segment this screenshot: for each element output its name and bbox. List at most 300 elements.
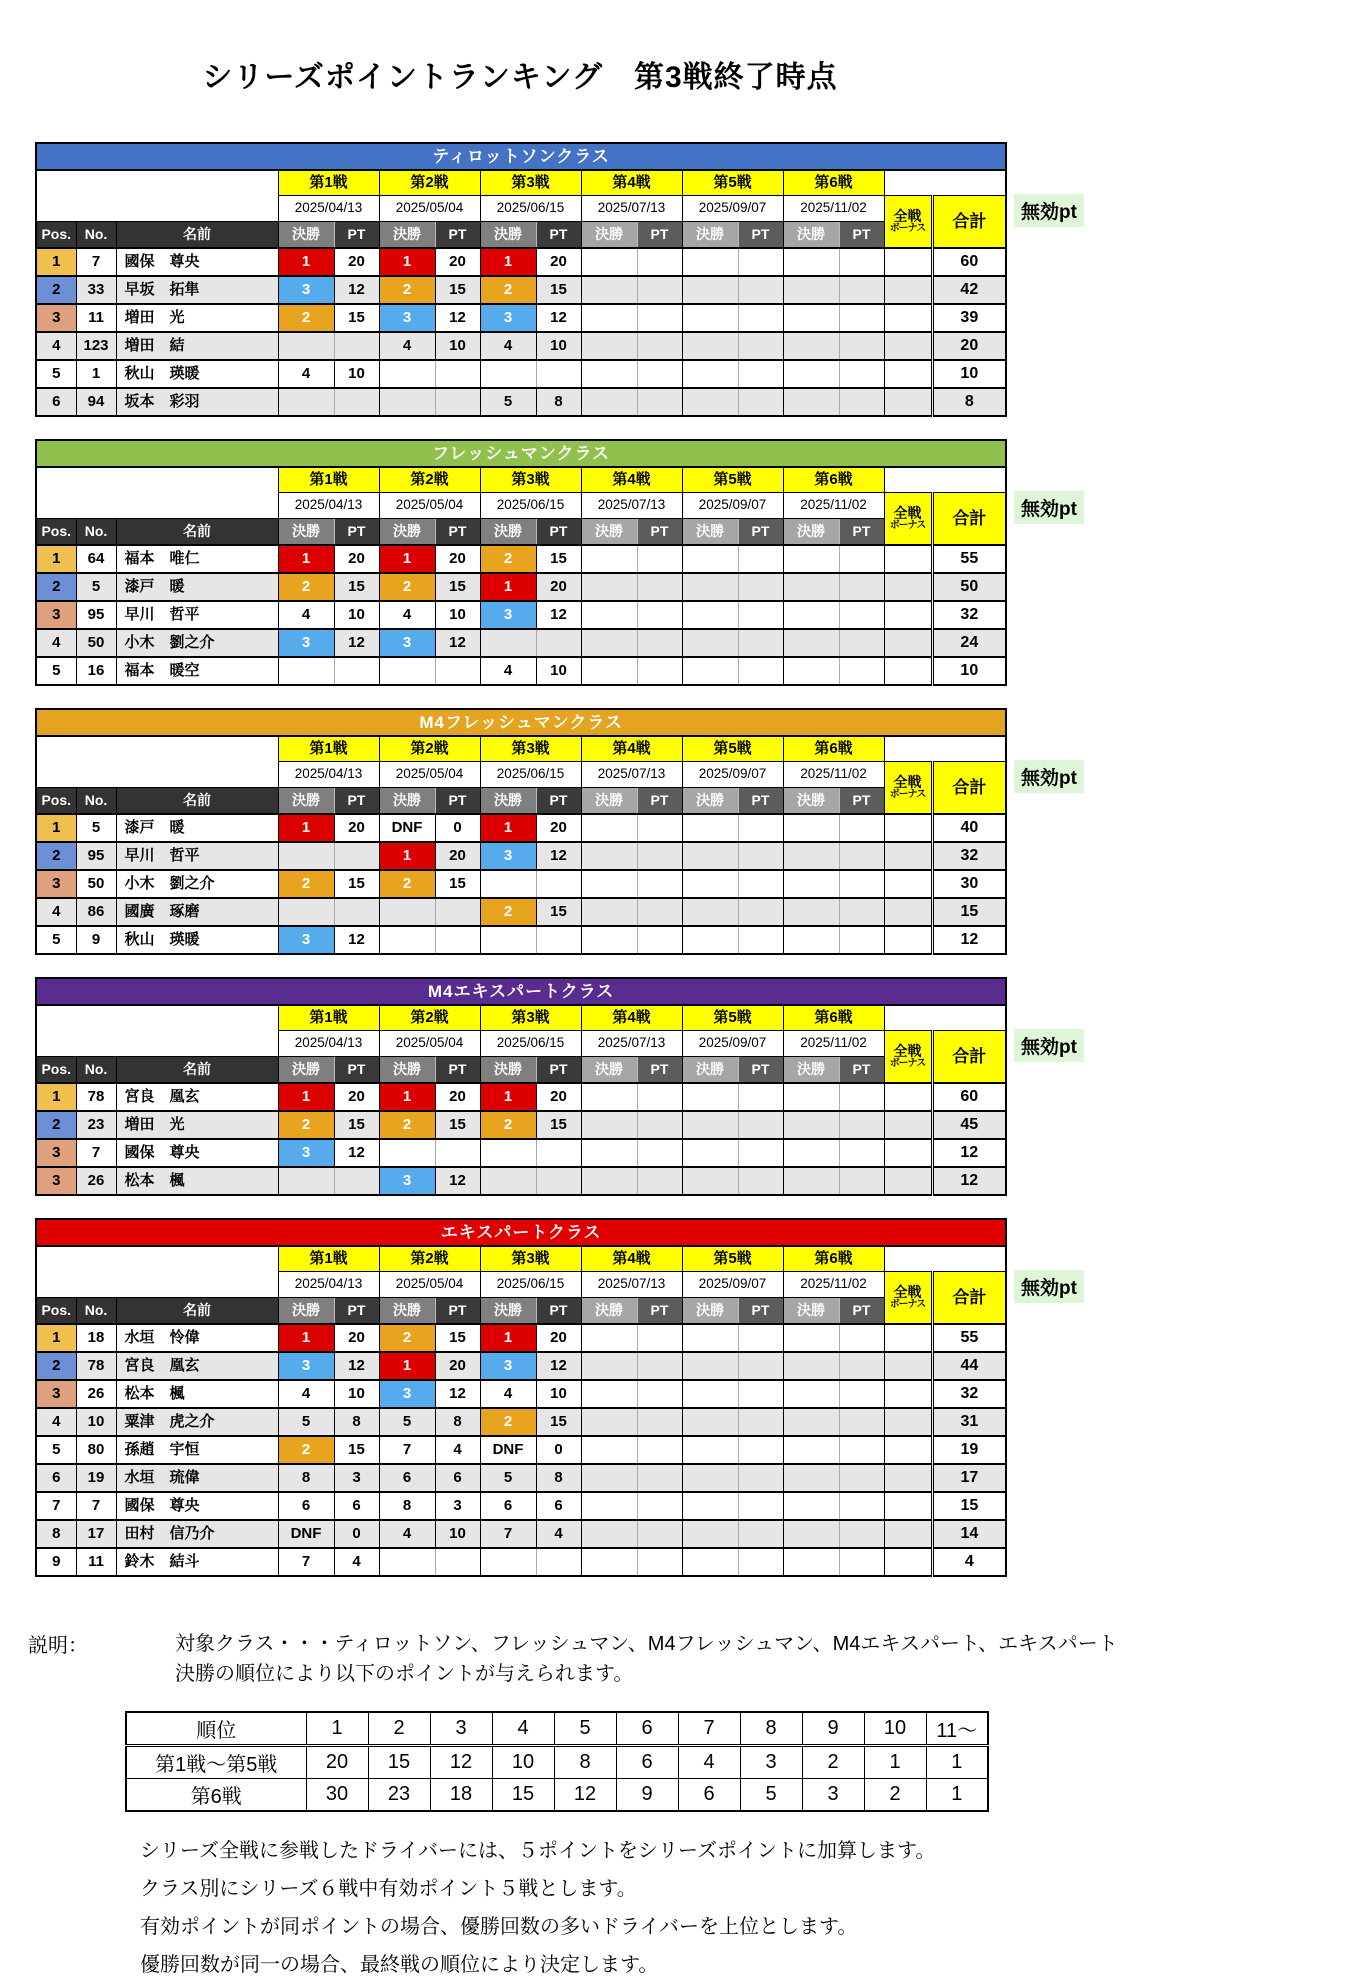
final-cell xyxy=(783,248,839,276)
final-cell xyxy=(581,1380,637,1408)
driver-row xyxy=(36,657,1006,685)
final-cell xyxy=(480,926,536,954)
pt-cell xyxy=(738,1380,783,1408)
points-value-cell: 15 xyxy=(368,1746,430,1779)
bonus-header-line1: 全戦 xyxy=(893,504,922,521)
pt-header: PT xyxy=(334,1057,379,1084)
no-cell: 50 xyxy=(76,629,116,657)
name-cell: 早川 哲平 xyxy=(116,601,278,629)
class-header: エキスパートクラス xyxy=(36,1219,1006,1246)
final-header: 決勝 xyxy=(581,1298,637,1325)
pt-cell: 12 xyxy=(536,304,581,332)
pt-cell xyxy=(738,1352,783,1380)
final-cell: 2 xyxy=(379,870,435,898)
driver-row xyxy=(36,1111,1006,1139)
pt-cell: 15 xyxy=(334,1111,379,1139)
final-cell xyxy=(783,360,839,388)
driver-row xyxy=(36,248,1006,276)
round-date: 2025/04/13 xyxy=(278,1031,379,1057)
class-table-freshman xyxy=(35,439,1135,686)
points-value-cell: 3 xyxy=(802,1779,864,1812)
points-value-cell: 6 xyxy=(678,1779,740,1812)
total-cell: 24 xyxy=(932,629,1006,657)
pt-cell: 10 xyxy=(536,1380,581,1408)
pt-cell: 15 xyxy=(536,545,581,573)
round-date: 2025/04/13 xyxy=(278,196,379,222)
pt-cell: 10 xyxy=(536,657,581,685)
final-cell: 3 xyxy=(278,1352,334,1380)
total-header: 合計 xyxy=(932,196,1006,249)
driver-row xyxy=(36,926,1006,954)
final-cell: 2 xyxy=(480,545,536,573)
pt-cell xyxy=(839,1436,884,1464)
pt-cell xyxy=(536,1167,581,1195)
round-header: 第4戦 xyxy=(581,170,682,196)
invalid-pt-label: 無効pt xyxy=(1014,760,1084,793)
no-cell: 16 xyxy=(76,657,116,685)
no-cell: 123 xyxy=(76,332,116,360)
total-cell: 19 xyxy=(932,1436,1006,1464)
final-cell: 2 xyxy=(379,573,435,601)
pt-cell: 20 xyxy=(435,248,480,276)
final-cell: 3 xyxy=(278,276,334,304)
pt-cell xyxy=(839,388,884,416)
pt-cell xyxy=(839,601,884,629)
pt-header: PT xyxy=(435,519,480,546)
name-cell: 宮良 凰玄 xyxy=(116,1083,278,1111)
pt-cell: 20 xyxy=(334,545,379,573)
round-date: 2025/06/15 xyxy=(480,196,581,222)
final-header: 決勝 xyxy=(783,1057,839,1084)
name-cell: 小木 劉之介 xyxy=(116,629,278,657)
no-cell: 80 xyxy=(76,1436,116,1464)
round-date: 2025/11/02 xyxy=(783,1031,884,1057)
final-cell xyxy=(480,870,536,898)
pt-cell xyxy=(738,332,783,360)
final-cell xyxy=(783,1520,839,1548)
name-cell: 秋山 瑛暖 xyxy=(116,926,278,954)
no-cell: 26 xyxy=(76,1380,116,1408)
final-header: 決勝 xyxy=(682,788,738,815)
final-header: 決勝 xyxy=(480,1057,536,1084)
final-cell xyxy=(278,332,334,360)
name-cell: 國廣 琢磨 xyxy=(116,898,278,926)
points-position-cell: 5 xyxy=(554,1712,616,1746)
pos-header: Pos. xyxy=(36,1298,76,1325)
pt-cell: 15 xyxy=(536,1111,581,1139)
final-header: 決勝 xyxy=(783,1298,839,1325)
no-header: No. xyxy=(76,1298,116,1325)
pt-cell xyxy=(435,657,480,685)
pt-cell: 20 xyxy=(536,1083,581,1111)
final-cell xyxy=(682,601,738,629)
round-date: 2025/06/15 xyxy=(480,493,581,519)
bonus-cell xyxy=(884,1436,932,1464)
round-date: 2025/09/07 xyxy=(682,196,783,222)
pt-cell xyxy=(536,360,581,388)
notes-section xyxy=(140,1832,1358,1984)
pt-cell xyxy=(637,1548,682,1576)
round-header: 第2戦 xyxy=(379,1005,480,1031)
total-cell: 30 xyxy=(932,870,1006,898)
total-cell: 32 xyxy=(932,842,1006,870)
round-date: 2025/05/04 xyxy=(379,196,480,222)
final-cell: 4 xyxy=(480,657,536,685)
bonus-header xyxy=(884,1272,932,1325)
final-cell: 1 xyxy=(379,1352,435,1380)
pt-cell xyxy=(839,304,884,332)
round-header: 第4戦 xyxy=(581,1005,682,1031)
pt-cell: 20 xyxy=(435,842,480,870)
final-cell xyxy=(379,360,435,388)
final-cell xyxy=(581,842,637,870)
round-date: 2025/09/07 xyxy=(682,1272,783,1298)
pt-cell xyxy=(637,898,682,926)
name-cell: 増田 光 xyxy=(116,304,278,332)
class-header: ティロットソンクラス xyxy=(36,143,1006,170)
pt-cell: 12 xyxy=(334,1139,379,1167)
no-cell: 26 xyxy=(76,1167,116,1195)
bonus-cell xyxy=(884,629,932,657)
final-cell: 5 xyxy=(379,1408,435,1436)
pt-cell: 10 xyxy=(435,1520,480,1548)
pt-cell: 6 xyxy=(536,1492,581,1520)
pt-cell xyxy=(738,898,783,926)
pt-cell xyxy=(637,842,682,870)
final-cell xyxy=(783,870,839,898)
final-cell xyxy=(682,360,738,388)
pt-cell: 12 xyxy=(334,276,379,304)
final-cell: 6 xyxy=(480,1492,536,1520)
pt-cell xyxy=(536,629,581,657)
final-cell xyxy=(682,898,738,926)
driver-row xyxy=(36,1324,1006,1352)
pt-cell: 20 xyxy=(334,1324,379,1352)
round-header: 第6戦 xyxy=(783,1246,884,1272)
corner-blank-right xyxy=(884,1005,1006,1031)
round-header: 第1戦 xyxy=(278,467,379,493)
pt-header: PT xyxy=(637,1057,682,1084)
explanation-section xyxy=(28,1629,1358,1689)
total-header: 合計 xyxy=(932,1272,1006,1325)
pt-header: PT xyxy=(839,1057,884,1084)
round-header: 第3戦 xyxy=(480,170,581,196)
driver-row xyxy=(36,545,1006,573)
pt-cell xyxy=(637,1167,682,1195)
final-cell: 3 xyxy=(480,304,536,332)
final-header: 決勝 xyxy=(278,1298,334,1325)
name-cell: 水垣 琉偉 xyxy=(116,1464,278,1492)
final-cell xyxy=(379,1548,435,1576)
final-cell: 6 xyxy=(379,1464,435,1492)
round-date: 2025/07/13 xyxy=(581,762,682,788)
bonus-cell xyxy=(884,1111,932,1139)
round-header: 第5戦 xyxy=(682,467,783,493)
final-cell xyxy=(682,814,738,842)
pt-cell xyxy=(839,1464,884,1492)
round-date: 2025/05/04 xyxy=(379,1031,480,1057)
round-date: 2025/11/02 xyxy=(783,762,884,788)
no-cell: 64 xyxy=(76,545,116,573)
final-cell xyxy=(682,1548,738,1576)
final-cell xyxy=(682,842,738,870)
bonus-header-line1: 全戦 xyxy=(893,773,922,790)
round-date: 2025/11/02 xyxy=(783,196,884,222)
round-date: 2025/06/15 xyxy=(480,762,581,788)
driver-row xyxy=(36,1464,1006,1492)
points-value-cell: 8 xyxy=(554,1746,616,1779)
final-cell xyxy=(278,657,334,685)
round-date: 2025/04/13 xyxy=(278,1272,379,1298)
name-cell: 孫趙 宇恒 xyxy=(116,1436,278,1464)
class-table-m4-freshman xyxy=(35,708,1135,955)
points-position-cell: 6 xyxy=(616,1712,678,1746)
invalid-pt-label: 無効pt xyxy=(1014,491,1084,524)
pt-cell xyxy=(435,898,480,926)
pos-header: Pos. xyxy=(36,222,76,249)
points-value-cell: 9 xyxy=(616,1779,678,1812)
final-cell: 4 xyxy=(480,332,536,360)
final-cell: 1 xyxy=(379,842,435,870)
pt-cell xyxy=(637,276,682,304)
pos-cell: 3 xyxy=(36,601,76,629)
driver-row xyxy=(36,360,1006,388)
final-cell xyxy=(783,1139,839,1167)
pt-cell xyxy=(738,601,783,629)
pt-cell xyxy=(839,629,884,657)
pos-cell: 7 xyxy=(36,1492,76,1520)
final-cell xyxy=(379,657,435,685)
name-cell: 秋山 瑛暖 xyxy=(116,360,278,388)
pt-cell xyxy=(738,842,783,870)
name-cell: 早川 哲平 xyxy=(116,842,278,870)
points-row xyxy=(126,1746,988,1779)
pt-cell xyxy=(334,332,379,360)
no-cell: 78 xyxy=(76,1352,116,1380)
bonus-cell xyxy=(884,657,932,685)
total-cell: 10 xyxy=(932,360,1006,388)
final-cell xyxy=(480,1139,536,1167)
final-header: 決勝 xyxy=(379,788,435,815)
pt-cell xyxy=(334,657,379,685)
final-cell xyxy=(581,1436,637,1464)
pt-header: PT xyxy=(637,1298,682,1325)
pt-cell: 8 xyxy=(536,388,581,416)
invalid-pt-label: 無効pt xyxy=(1014,1029,1084,1062)
final-cell xyxy=(682,1380,738,1408)
driver-row xyxy=(36,1167,1006,1195)
class-header: M4エキスパートクラス xyxy=(36,978,1006,1005)
final-cell: 2 xyxy=(379,276,435,304)
bonus-cell xyxy=(884,814,932,842)
final-cell xyxy=(682,629,738,657)
no-cell: 86 xyxy=(76,898,116,926)
pt-cell xyxy=(536,926,581,954)
round-date: 2025/07/13 xyxy=(581,1272,682,1298)
final-header: 決勝 xyxy=(682,222,738,249)
points-value-cell: 6 xyxy=(616,1746,678,1779)
pt-cell: 6 xyxy=(334,1492,379,1520)
pt-cell xyxy=(435,1139,480,1167)
final-cell: 3 xyxy=(379,629,435,657)
pt-cell xyxy=(738,926,783,954)
pt-cell xyxy=(839,545,884,573)
round-date: 2025/04/13 xyxy=(278,762,379,788)
final-cell: 2 xyxy=(480,1408,536,1436)
final-cell xyxy=(682,248,738,276)
round-date: 2025/04/13 xyxy=(278,493,379,519)
final-cell xyxy=(783,898,839,926)
bonus-header xyxy=(884,1031,932,1084)
points-position-cell: 4 xyxy=(492,1712,554,1746)
final-cell xyxy=(682,304,738,332)
final-cell xyxy=(278,842,334,870)
final-cell: 2 xyxy=(278,870,334,898)
final-cell xyxy=(783,1548,839,1576)
final-header: 決勝 xyxy=(480,1298,536,1325)
bonus-cell xyxy=(884,870,932,898)
bonus-cell xyxy=(884,545,932,573)
final-header: 決勝 xyxy=(581,788,637,815)
pt-cell: 20 xyxy=(334,814,379,842)
pt-cell: 12 xyxy=(536,601,581,629)
pt-cell xyxy=(637,545,682,573)
final-cell: 1 xyxy=(379,1083,435,1111)
pt-cell: 15 xyxy=(435,1324,480,1352)
round-header: 第2戦 xyxy=(379,1246,480,1272)
pt-cell xyxy=(435,388,480,416)
bonus-header-line2: ボーナス xyxy=(889,222,926,234)
pt-cell xyxy=(637,360,682,388)
pt-cell xyxy=(536,1139,581,1167)
points-value-cell: 15 xyxy=(492,1779,554,1812)
pt-cell: 15 xyxy=(435,573,480,601)
pos-cell: 1 xyxy=(36,1083,76,1111)
pt-cell xyxy=(637,926,682,954)
final-cell xyxy=(682,1167,738,1195)
final-header: 決勝 xyxy=(581,222,637,249)
final-cell xyxy=(783,573,839,601)
pt-cell xyxy=(839,1408,884,1436)
pt-cell: 20 xyxy=(536,248,581,276)
pt-cell: 12 xyxy=(536,1352,581,1380)
pt-cell xyxy=(637,1408,682,1436)
corner-blank-right xyxy=(884,1246,1006,1272)
pt-cell xyxy=(839,1139,884,1167)
bonus-cell xyxy=(884,360,932,388)
total-cell: 60 xyxy=(932,248,1006,276)
final-header: 決勝 xyxy=(682,1057,738,1084)
pt-cell xyxy=(435,360,480,388)
pt-header: PT xyxy=(435,1057,480,1084)
total-cell: 10 xyxy=(932,657,1006,685)
bonus-cell xyxy=(884,1548,932,1576)
final-header: 決勝 xyxy=(379,1298,435,1325)
pt-cell: 4 xyxy=(334,1548,379,1576)
name-cell: 水垣 怜偉 xyxy=(116,1324,278,1352)
final-cell xyxy=(581,629,637,657)
pt-cell xyxy=(637,601,682,629)
final-cell: 6 xyxy=(278,1492,334,1520)
class-table-m4-expert xyxy=(35,977,1135,1196)
round-header: 第2戦 xyxy=(379,170,480,196)
final-cell xyxy=(581,1408,637,1436)
pt-cell xyxy=(738,1408,783,1436)
round-header: 第1戦 xyxy=(278,736,379,762)
pos-cell: 4 xyxy=(36,1408,76,1436)
pt-cell: 15 xyxy=(536,1408,581,1436)
round-header: 第3戦 xyxy=(480,1005,581,1031)
final-cell xyxy=(581,248,637,276)
name-header: 名前 xyxy=(116,222,278,249)
points-row xyxy=(126,1779,988,1812)
round-header: 第3戦 xyxy=(480,736,581,762)
points-value-cell: 12 xyxy=(554,1779,616,1812)
final-cell xyxy=(480,629,536,657)
final-cell xyxy=(783,842,839,870)
name-cell: 小木 劉之介 xyxy=(116,870,278,898)
no-header: No. xyxy=(76,788,116,815)
total-cell: 40 xyxy=(932,814,1006,842)
pt-cell xyxy=(738,870,783,898)
driver-row xyxy=(36,1380,1006,1408)
pt-header: PT xyxy=(536,519,581,546)
pt-cell: 15 xyxy=(334,1436,379,1464)
final-cell xyxy=(581,1464,637,1492)
pt-cell: 12 xyxy=(435,304,480,332)
corner-blank xyxy=(36,736,278,788)
pt-cell: 8 xyxy=(536,1464,581,1492)
pt-cell: 6 xyxy=(435,1464,480,1492)
pt-cell xyxy=(637,332,682,360)
final-cell xyxy=(783,1436,839,1464)
pos-cell: 2 xyxy=(36,842,76,870)
pt-cell xyxy=(738,1464,783,1492)
final-cell xyxy=(682,870,738,898)
bonus-header-line1: 全戦 xyxy=(893,1042,922,1059)
pt-cell xyxy=(637,388,682,416)
bonus-cell xyxy=(884,573,932,601)
final-cell: 8 xyxy=(278,1464,334,1492)
pt-cell: 12 xyxy=(435,629,480,657)
name-cell: 松本 楓 xyxy=(116,1380,278,1408)
total-cell: 45 xyxy=(932,1111,1006,1139)
corner-blank xyxy=(36,1005,278,1057)
final-cell xyxy=(682,1520,738,1548)
final-cell: 2 xyxy=(480,1111,536,1139)
total-cell: 12 xyxy=(932,1139,1006,1167)
note-line: 優勝回数が同一の場合、最終戦の順位により決定します。 xyxy=(140,1954,659,1976)
pt-cell xyxy=(839,870,884,898)
final-cell: 1 xyxy=(379,248,435,276)
pt-cell xyxy=(839,1548,884,1576)
pt-cell xyxy=(334,388,379,416)
final-cell xyxy=(682,1492,738,1520)
round-header: 第6戦 xyxy=(783,1005,884,1031)
pt-cell xyxy=(738,657,783,685)
pt-header: PT xyxy=(536,1057,581,1084)
explanation-line: 決勝の順位により以下のポイントが与えられます。 xyxy=(175,1663,634,1685)
driver-row xyxy=(36,1548,1006,1576)
no-cell: 33 xyxy=(76,276,116,304)
points-position-cell: 8 xyxy=(740,1712,802,1746)
driver-row xyxy=(36,332,1006,360)
no-cell: 7 xyxy=(76,1139,116,1167)
pt-cell xyxy=(435,926,480,954)
final-cell: 1 xyxy=(480,1083,536,1111)
pt-cell: 0 xyxy=(334,1520,379,1548)
final-cell: 3 xyxy=(278,629,334,657)
